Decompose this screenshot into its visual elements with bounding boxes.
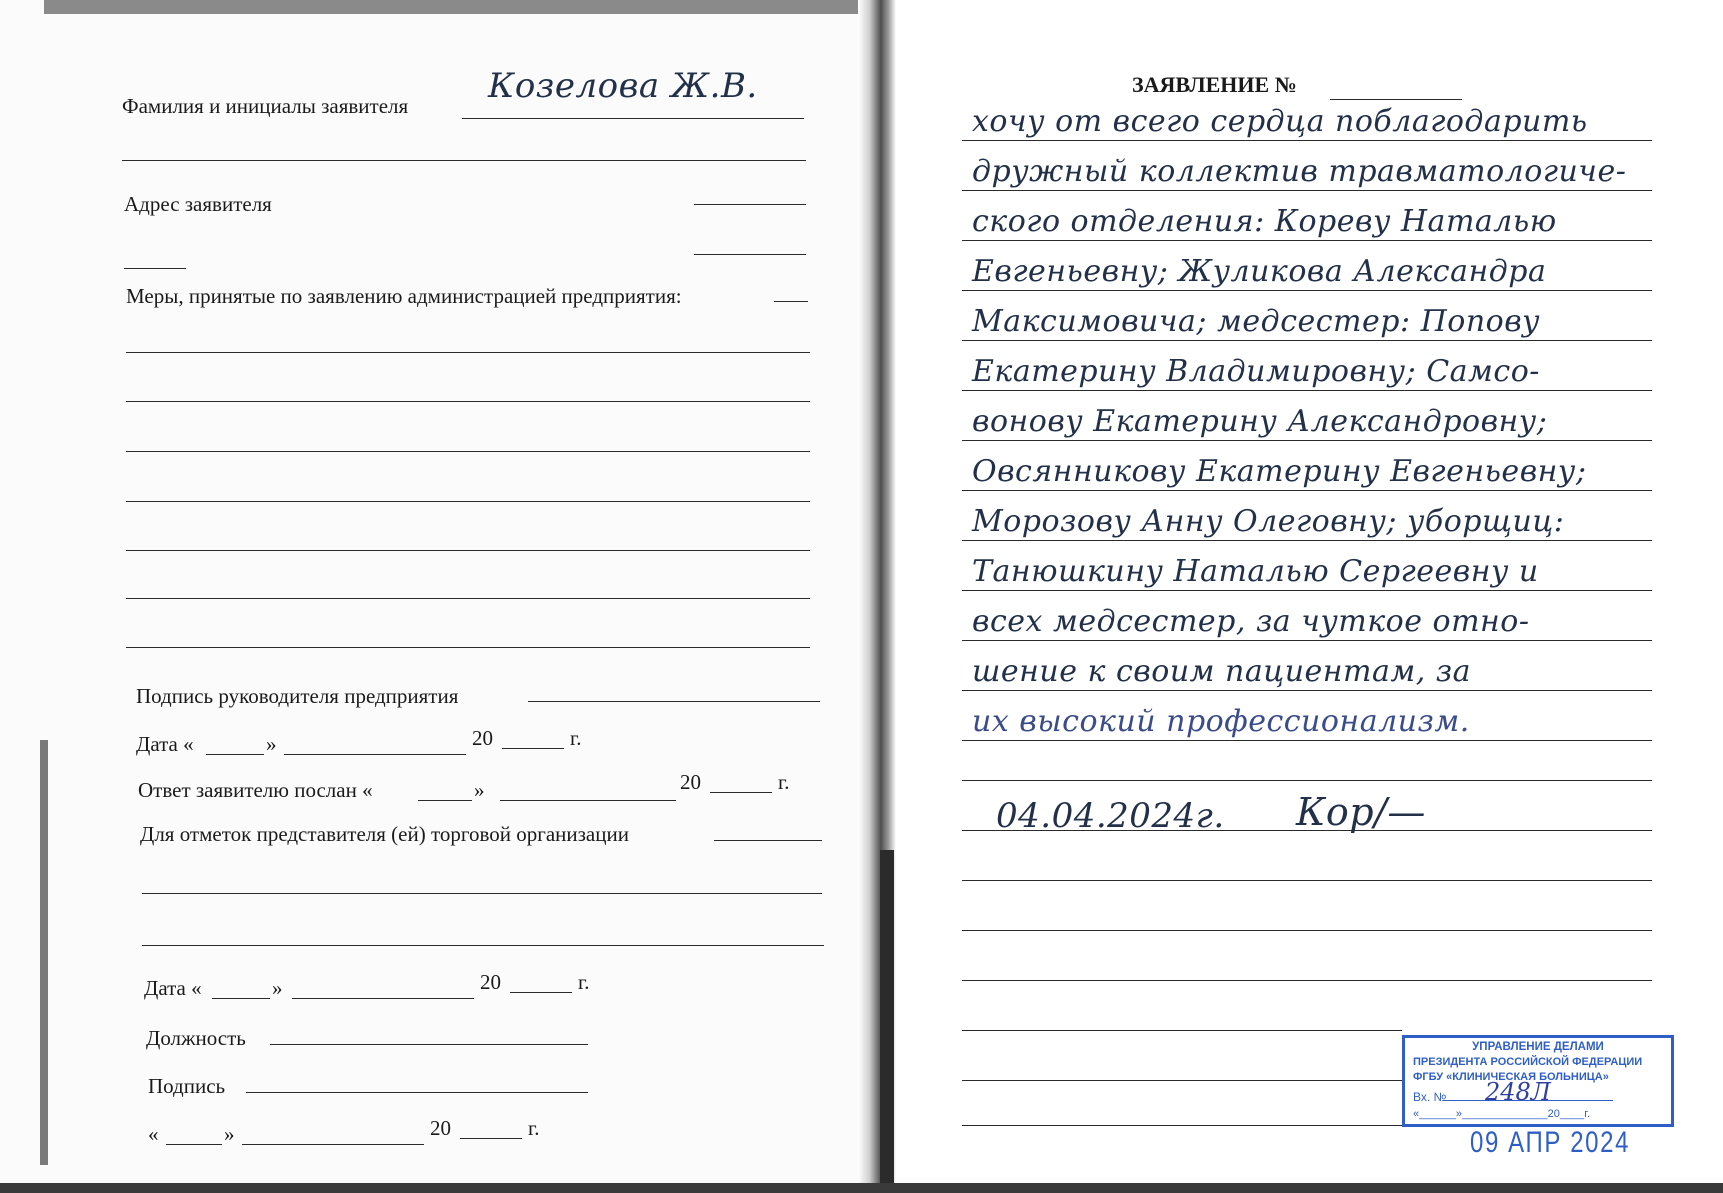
address-line-3: [124, 268, 186, 269]
statement-line: Овсянникову Екатерину Евгеньевну;: [972, 454, 1587, 489]
notes-line-0: [714, 840, 822, 841]
scan-bottom-edge: [0, 1183, 1723, 1193]
notes-line-2: [142, 945, 824, 946]
ruled-line: [962, 140, 1652, 141]
date-1-year-suffix: г.: [570, 726, 582, 750]
date-label-1: Дата «: [136, 732, 194, 756]
reply-label: Ответ заявителю послан «: [138, 778, 373, 802]
date-2-close: »: [272, 976, 283, 1000]
ruled-line: [962, 880, 1652, 881]
position-line: [270, 1044, 588, 1045]
date-3-close: »: [224, 1122, 235, 1146]
date-3-year-suffix: г.: [528, 1116, 540, 1140]
statement-date: 04.04.2024г.: [996, 796, 1225, 836]
date-1-year-line: [502, 748, 564, 749]
applicant-name-value: Козелова Ж.В.: [488, 66, 758, 106]
statement-line: вонову Екатерину Александровну;: [972, 404, 1548, 439]
date-2-month-line: [292, 998, 474, 999]
statement-line: шение к своим пациентам, за: [972, 654, 1472, 689]
measures-line-6: [126, 598, 810, 599]
statement-line: Максимовича; медсестер: Попову: [972, 304, 1541, 339]
stamp-line-1: УПРАВЛЕНИЕ ДЕЛАМИ: [1472, 1041, 1604, 1053]
measures-line-0: [774, 301, 808, 302]
ruled-line: [962, 690, 1652, 691]
date-label-2: Дата «: [144, 976, 202, 1000]
notes-line-1: [142, 893, 822, 894]
ruled-line: [962, 490, 1652, 491]
date-3-month-line: [242, 1144, 424, 1145]
statement-line: дружный коллектив травматологиче-: [972, 154, 1627, 189]
date-3-open: «: [148, 1122, 159, 1146]
manager-signature-line: [528, 701, 820, 702]
applicant-name-line: [462, 118, 804, 119]
position-label: Должность: [146, 1026, 246, 1050]
ruled-line: [962, 190, 1652, 191]
registration-stamp: [1402, 1035, 1674, 1127]
signature-label: Подпись: [148, 1074, 226, 1098]
date-1-month-line: [284, 754, 466, 755]
measures-line-7: [126, 647, 810, 648]
applicant-name-label: Фамилия и инициалы заявителя: [122, 94, 409, 118]
signature-line: [246, 1092, 588, 1093]
date-1-close: »: [266, 732, 277, 756]
measures-line-5: [126, 550, 810, 551]
statement-line: Екатерину Владимировну; Самсо-: [972, 354, 1540, 389]
statement-line: ского отделения: Кореву Наталью: [972, 204, 1557, 239]
ruled-line: [962, 1030, 1402, 1031]
applicant-name-line-2: [122, 160, 806, 161]
statement-number-line: [1330, 99, 1462, 100]
date-1-year-prefix: 20: [472, 726, 493, 750]
date-2-year-prefix: 20: [480, 970, 501, 994]
measures-line-3: [126, 451, 810, 452]
scan-left-edge: [40, 740, 48, 1165]
reply-year-prefix: 20: [680, 770, 701, 794]
stamp-date-line: «______»______________20____г.: [1413, 1108, 1591, 1120]
reply-month-line: [500, 800, 676, 801]
date-2-day-line: [212, 998, 270, 999]
ruled-line: [962, 640, 1652, 641]
stamp-line-3: ФГБУ «КЛИНИЧЕСКАЯ БОЛЬНИЦА»: [1413, 1071, 1609, 1083]
ruled-line: [962, 290, 1652, 291]
book-spine-shadow: [880, 850, 894, 1190]
stamp-line-2: ПРЕЗИДЕНТА РОССИЙСКОЙ ФЕДЕРАЦИИ: [1413, 1056, 1643, 1068]
statement-line: их высокий профессионализм.: [972, 704, 1470, 739]
stamp-incoming-label: Вх. №: [1413, 1090, 1447, 1104]
date-2-year-line: [510, 992, 572, 993]
stamp-incoming-number: 248Л: [1485, 1078, 1551, 1106]
ruled-line: [962, 440, 1652, 441]
statement-line: хочу от всего сердца поблагодарить: [972, 104, 1588, 139]
reply-year-line: [710, 792, 772, 793]
date-2-year-suffix: г.: [578, 970, 590, 994]
reply-close: »: [474, 778, 485, 802]
reply-day-line: [418, 800, 472, 801]
statement-line: Танюшкину Наталью Сергеевну и: [972, 554, 1539, 589]
measures-line-2: [126, 401, 810, 402]
date-3-day-line: [166, 1144, 222, 1145]
ruled-line: [962, 740, 1652, 741]
measures-line-4: [126, 501, 810, 502]
statement-line: Евгеньевну; Жуликова Александра: [972, 254, 1547, 289]
notes-label: Для отметок представителя (ей) торговой организации: [140, 822, 629, 846]
address-line-1: [694, 204, 806, 205]
manager-signature-label: Подпись руководителя предприятия: [136, 684, 459, 708]
date-3-year-line: [460, 1138, 522, 1139]
ruled-line: [962, 1125, 1402, 1126]
ruled-line: [962, 340, 1652, 341]
ruled-line: [962, 390, 1652, 391]
date-3-year-prefix: 20: [430, 1116, 451, 1140]
ruled-line: [962, 780, 1652, 781]
scan-top-band: [44, 0, 864, 14]
statement-title: ЗАЯВЛЕНИЕ №: [1132, 72, 1297, 97]
ruled-line: [962, 980, 1652, 981]
measures-label: Меры, принятые по заявлению администрацией предприятия:: [126, 284, 682, 308]
ruled-line: [962, 930, 1652, 931]
measures-line-1: [126, 352, 810, 353]
ruled-line: [962, 1080, 1402, 1081]
statement-line: всех медсестер, за чуткое отно-: [972, 604, 1530, 639]
address-line-2: [694, 254, 806, 255]
ruled-line: [962, 590, 1652, 591]
reply-year-suffix: г.: [778, 770, 790, 794]
received-date-stamp: 09 АПР 2024: [1470, 1126, 1631, 1159]
statement-line: Морозову Анну Олеговну; уборщиц:: [972, 504, 1565, 539]
address-label: Адрес заявителя: [124, 192, 272, 216]
ruled-line: [962, 240, 1652, 241]
date-1-day-line: [206, 754, 264, 755]
ruled-line: [962, 540, 1652, 541]
statement-signature: Кор/—: [1296, 790, 1426, 834]
